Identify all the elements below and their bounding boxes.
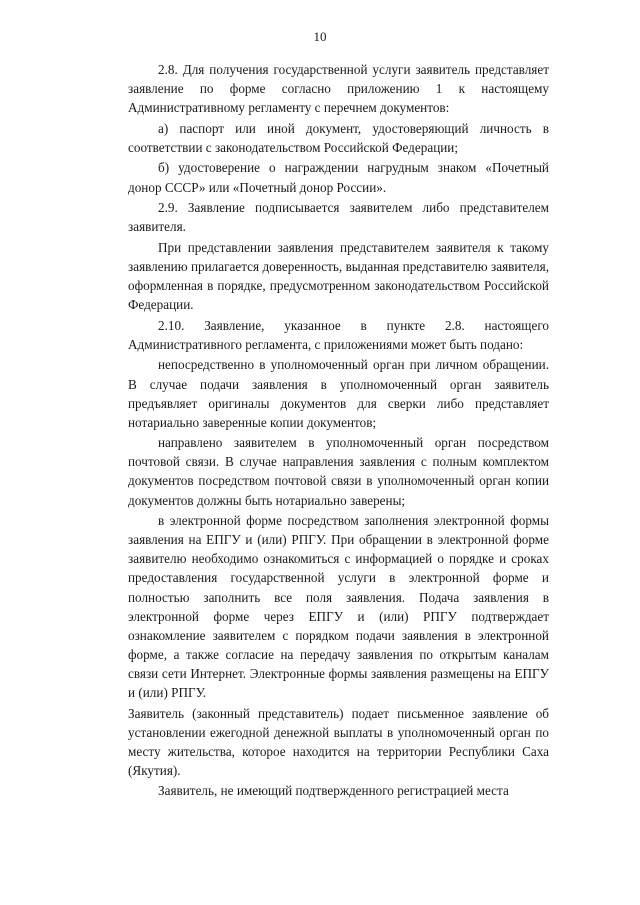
paragraph-2-8: 2.8. Для получения государственной услуги заявитель представляет заявление по форме согласно приложению 1 к настоящему Административному регламенту с перечнем документов:: [128, 62, 549, 116]
paragraph-representative: При представлении заявления представителем заявителя к такому заявлению прилагается доверенность, выданная представителю заявителя, оформленная в порядке, предусмотренном законодательством Российской Федерации.: [128, 239, 549, 313]
paragraph-2-10: 2.10. Заявление, указанное в пункте 2.8. настоящего Административного регламента, с приложениями может быть подано:: [128, 317, 549, 352]
paragraph-item-a: а) паспорт или иной документ, удостоверяющий личность в соответствии с законодательством Российской Федерации;: [128, 120, 549, 155]
paragraph-by-post: направлено заявителем в уполномоченный орган посредством почтовой связи. В случае направления заявления с полным комплектом документов посредством почтовой связи в уполномоченный орган копии документов должны быть нотариально заверены;: [128, 435, 549, 508]
page-number: 10: [313, 29, 327, 44]
paragraph-2-9: 2.9. Заявление подписывается заявителем либо представителем заявителя.: [128, 200, 549, 235]
paragraph-applicant-no-registration: Заявитель, не имеющий подтвержденного регистрацией места: [158, 783, 509, 799]
document-body: [128, 60, 549, 802]
paragraph-in-person: непосредственно в уполномоченный орган при личном обращении. В случае подачи заявления в уполномоченный орган заявитель предъявляет оригиналы документов для сверки либо представляет нотариально заверенные копии документов;: [128, 357, 549, 430]
paragraph-item-b: б) удостоверение о награждении нагрудным знаком «Почетный донор СССР» или «Почетный донор России».: [128, 160, 549, 195]
paragraph-applicant-written: Заявитель (законный представитель) подает письменное заявление об установлении ежегодной денежной выплаты в уполномоченный орган по месту жительства, которое находится на территории Республики Саха (Якутия).: [128, 705, 549, 778]
paragraph-electronic: в электронной форме посредством заполнения электронной формы заявления на ЕПГУ и (или) РПГУ. При обращении в электронной форме заявителю необходимо ознакомиться с информацией о порядке и сроках предоставления государственной услуги в электронной форме и полностью заполнить все поля заявления. Подача заявления в электронной форме через ЕПГУ и (или) РПГУ подтверждает ознакомление заявителем с порядком подачи заявления в электронной форме, а также согласие на передачу заявления по открытым каналам связи сети Интернет. Электронные формы заявления размещены на ЕПГУ и (или) РПГУ.: [128, 513, 549, 700]
